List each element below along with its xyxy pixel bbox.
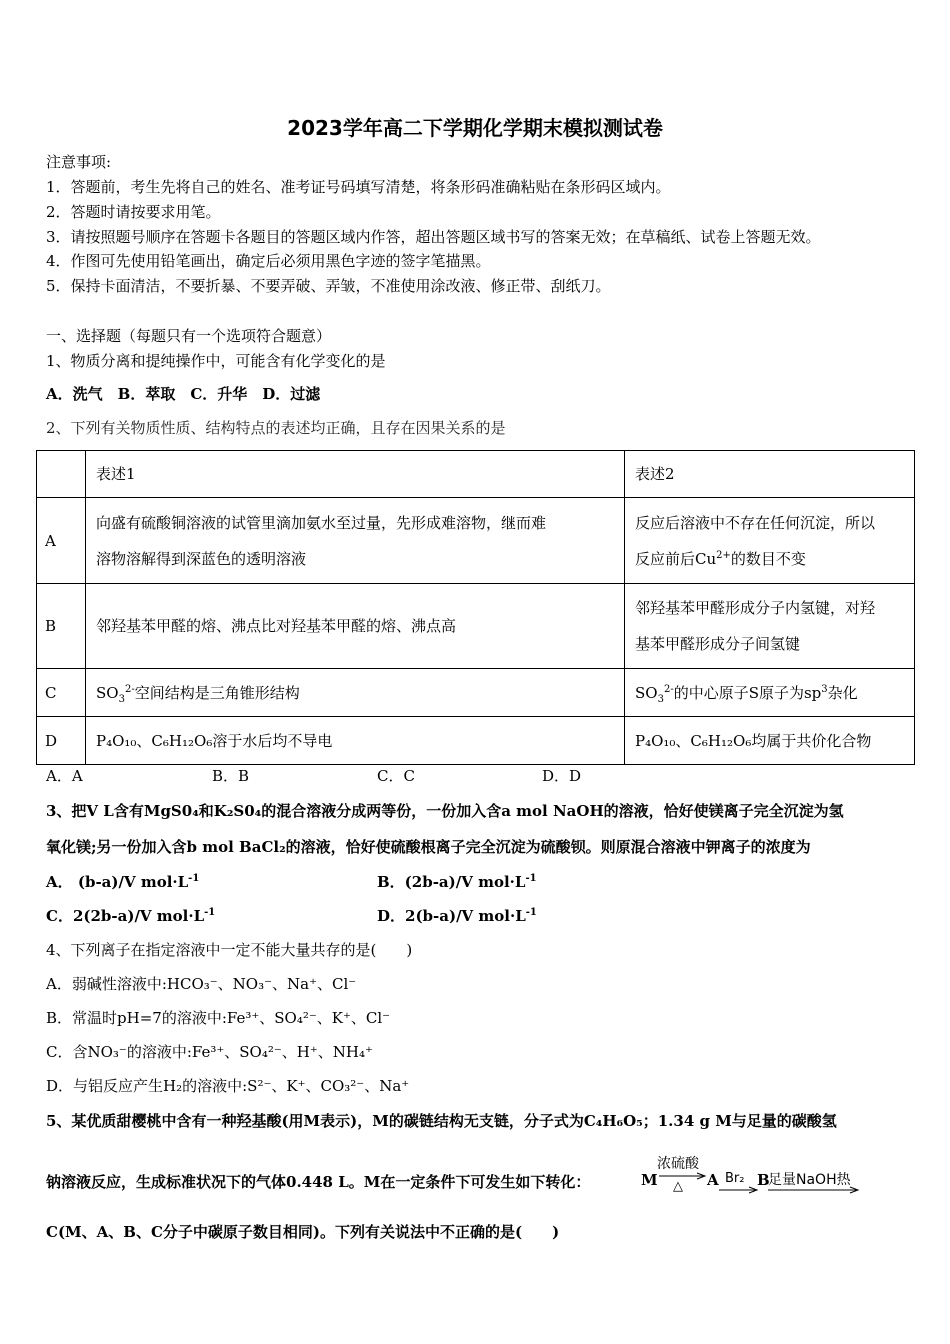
option-text: B．(2b-a)/V mol·L xyxy=(377,873,526,891)
notice-item: 1．答题前，考生先将自己的姓名、准考证号码填写清楚，将条形码准确粘贴在条形码区域内。 xyxy=(46,178,671,196)
q4-stem: 4、下列离子在指定溶液中一定不能大量共存的是( ) xyxy=(46,941,413,959)
table-row xyxy=(37,498,915,584)
section-heading: 一、选择题（每题只有一个选项符合题意） xyxy=(46,327,332,345)
arrow-icon xyxy=(768,1186,860,1194)
q1-stem: 1、物质分离和提纯操作中，可能含有化学变化的是 xyxy=(46,352,386,370)
text-run: 杂化 xyxy=(827,683,858,702)
text-run: SO xyxy=(96,683,119,702)
q2-option: C．C xyxy=(377,767,415,785)
cell-line: 溶物溶解得到深蓝色的透明溶液 xyxy=(96,549,307,568)
q3-stem-line2: 氧化镁;另一份加入含b mol BaCl₂的溶液，恰好使硫酸根离子完全沉淀为硫酸钡。则原混合溶液中钾离子的浓度为 xyxy=(46,838,811,856)
table-cell xyxy=(37,451,86,498)
q3-stem-line1: 3、把V L含有MgS0₄和K₂S0₄的混合溶液分成两等份，一份加入含a mol NaOH的溶液，恰好使镁离子完全沉淀为氢 xyxy=(46,802,844,820)
condition-naoh: 足量NaOH热 xyxy=(768,1172,851,1188)
q5-stem-line2: 钠溶液反应，生成标准状况下的气体0.448 L。M在一定条件下可发生如下转化： xyxy=(46,1173,591,1191)
notice-item: 2．答题时请按要求用笔。 xyxy=(46,203,221,221)
table-cell: 表述1 xyxy=(86,451,625,498)
cell-line: 基苯甲醛形成分子间氢键 xyxy=(635,635,801,653)
cell-line: 邻羟基苯甲醛形成分子内氢键，对羟 xyxy=(635,599,876,617)
superscript: -1 xyxy=(525,873,537,884)
table-cell: 表述2 xyxy=(625,451,915,498)
text-run: 的中心原子S原子为sp xyxy=(673,683,822,702)
superscript: 2+ xyxy=(716,549,731,561)
table-row xyxy=(37,669,915,717)
table-cell xyxy=(86,498,625,584)
scheme-B: B xyxy=(757,1171,770,1189)
q4-option-d: D．与铝反应产生H₂的溶液中:S²⁻、K⁺、CO₃²⁻、Na⁺ xyxy=(46,1077,410,1095)
cell-line: 反应后溶液中不存在任何沉淀，所以 xyxy=(635,513,876,532)
q5-stem-line3: C(M、A、B、C分子中碳原子数目相同)。下列有关说法中不正确的是( ) xyxy=(46,1223,560,1241)
scheme-A: A xyxy=(707,1171,719,1189)
q2-option: D．D xyxy=(542,767,582,785)
table-cell: P₄O₁₀、C₆H₁₂O₆均属于共价化合物 xyxy=(625,717,915,765)
arrow-icon xyxy=(719,1186,759,1194)
table-cell xyxy=(625,584,915,669)
q2-option: B．B xyxy=(212,767,250,785)
arrow-icon xyxy=(659,1172,707,1180)
condition-bottom: △ xyxy=(673,1179,683,1194)
table-row xyxy=(37,584,915,669)
table-cell: P₄O₁₀、C₆H₁₂O₆溶于水后均不导电 xyxy=(86,717,625,765)
q4-option-a: A．弱碱性溶液中:HCO₃⁻、NO₃⁻、Na⁺、Cl⁻ xyxy=(46,975,357,993)
subscript: 3 xyxy=(657,693,664,705)
text-run: 空间结构是三角锥形结构 xyxy=(134,683,300,702)
subscript: 3 xyxy=(118,693,125,705)
q4-option-c: C．含NO₃⁻的溶液中:Fe³⁺、SO₄²⁻、H⁺、NH₄⁺ xyxy=(46,1043,373,1061)
text-run: 的数目不变 xyxy=(730,549,806,568)
q3-option-d xyxy=(377,906,537,926)
superscript: 3 xyxy=(821,683,828,695)
reaction-scheme xyxy=(641,1155,861,1195)
text-run: 反应前后Cu xyxy=(635,549,717,568)
notice-item: 5．保持卡面清洁，不要折暴、不要弄破、弄皱，不准使用涂改液、修正带、刮纸刀。 xyxy=(46,277,611,295)
text-run: SO xyxy=(635,683,658,702)
scheme-M: M xyxy=(641,1171,658,1189)
table-cell xyxy=(86,669,625,717)
cell-line: 向盛有硫酸铜溶液的试管里滴加氨水至过量，先形成难溶物，继而难 xyxy=(96,513,547,532)
option-text: C．2(2b-a)/V mol·L xyxy=(46,907,205,925)
q3-option-b xyxy=(377,872,537,892)
cell-line xyxy=(635,541,904,577)
option-text: A． (b-a)/V mol·L xyxy=(46,873,189,891)
superscript: 2- xyxy=(663,683,674,695)
condition-top: 浓硫酸 xyxy=(657,1156,699,1172)
q2-option: A．A xyxy=(46,767,83,785)
superscript: 2- xyxy=(124,683,135,695)
q5-stem-line1: 5、某优质甜樱桃中含有一种羟基酸(用M表示)，M的碳链结构无支链，分子式为C₄H₆O₅；1.34 g M与足量的碳酸氢 xyxy=(46,1112,837,1130)
table-row xyxy=(37,717,915,765)
notice-heading: 注意事项: xyxy=(46,153,112,171)
table-cell xyxy=(625,669,915,717)
table-cell: 邻羟基苯甲醛的熔、沸点比对羟基苯甲醛的熔、沸点高 xyxy=(86,584,625,669)
superscript: -1 xyxy=(525,907,537,918)
condition-br2: Br₂ xyxy=(725,1171,745,1186)
q3-option-a xyxy=(46,872,199,892)
q1-options: A．洗气 B．萃取 C．升华 D．过滤 xyxy=(46,385,321,403)
row-label: D xyxy=(37,717,86,765)
row-label: A xyxy=(37,498,86,584)
notice-item: 4．作图可先使用铅笔画出，确定后必须用黑色字迹的签字笔描黑。 xyxy=(46,252,491,270)
q3-option-c xyxy=(46,906,215,926)
option-text: D．2(b-a)/V mol·L xyxy=(377,907,526,925)
q2-table xyxy=(36,450,915,765)
notice-item: 3．请按照题号顺序在答题卡各题目的答题区域内作答，超出答题区域书写的答案无效；在草稿纸、试卷上答题无效。 xyxy=(46,228,821,246)
superscript: -1 xyxy=(188,873,200,884)
q2-stem: 2、下列有关物质性质、结构特点的表述均正确，且存在因果关系的是 xyxy=(46,419,506,437)
row-label: C xyxy=(37,669,86,717)
row-label: B xyxy=(37,584,86,669)
superscript: -1 xyxy=(204,907,216,918)
table-cell xyxy=(625,498,915,584)
q4-option-b: B．常温时pH=7的溶液中:Fe³⁺、SO₄²⁻、K⁺、Cl⁻ xyxy=(46,1009,391,1027)
page-title: 2023学年高二下学期化学期末模拟测试卷 xyxy=(287,116,663,140)
table-header-row xyxy=(37,451,915,498)
